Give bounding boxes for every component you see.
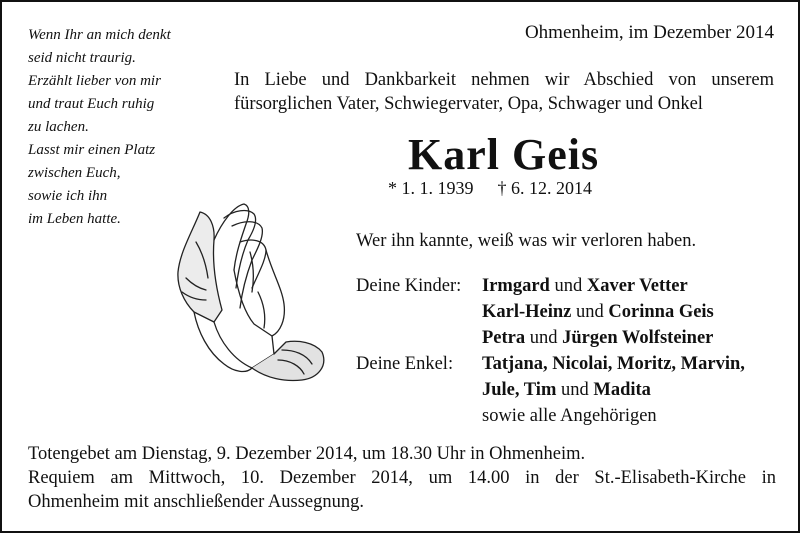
family-row <box>356 299 745 325</box>
quote: Wer ihn kannte, weiß was wir verloren haben. <box>356 231 697 251</box>
family-row <box>356 351 745 377</box>
death-date: † 6. 12. 2014 <box>497 178 592 198</box>
life-dates <box>388 178 592 199</box>
relatives-text: sowie alle Angehörigen <box>482 406 657 426</box>
family-row <box>356 377 745 403</box>
poem-line: Erzählt lieber von mir <box>28 73 161 89</box>
poem-line: im Leben hatte. <box>28 211 121 227</box>
grandchildren-names: Tatjana, Nicolai, Moritz, Marvin, <box>482 354 745 374</box>
poem-line: und traut Euch ruhig <box>28 96 155 112</box>
intro-text <box>234 68 774 116</box>
poem-line: zu lachen. <box>28 119 89 135</box>
service-line: Totengebet am Dienstag, 9. Dezember 2014, um 18.30 Uhr in Ohmenheim. <box>28 444 586 464</box>
service-line: Requiem am Mittwoch, 10. Dezember 2014, um 14.00 in der St.-Elisabeth-Kirche in <box>28 468 776 488</box>
poem-line: Lasst mir einen Platz <box>28 142 156 158</box>
place-date: Ohmenheim, im Dezember 2014 <box>524 22 774 43</box>
poem <box>28 24 171 231</box>
children-label: Deine Kinder: <box>356 276 462 296</box>
poem-line: sowie ich ihn <box>28 188 108 204</box>
praying-hands-icon <box>162 192 340 392</box>
family-row <box>356 325 745 351</box>
service-info <box>28 442 776 514</box>
children-names: Irmgard und Xaver Vetter <box>482 276 688 296</box>
poem-line: Wenn Ihr an mich denkt <box>28 27 171 43</box>
deceased-name: Karl Geis <box>408 130 600 179</box>
grandchildren-names: Jule, Tim und Madita <box>482 380 651 400</box>
intro-line: fürsorglichen Vater, Schwiegervater, Opa, Schwager und Onkel <box>234 94 703 114</box>
family-row <box>356 273 745 299</box>
children-names: Petra und Jürgen Wolfsteiner <box>482 328 714 348</box>
intro-line: In Liebe und Dankbarkeit nehmen wir Abschied von unserem <box>234 70 774 90</box>
poem-line: seid nicht traurig. <box>28 50 136 66</box>
family-row <box>356 403 745 429</box>
poem-line: zwischen Euch, <box>28 165 121 181</box>
children-names: Karl-Heinz und Corinna Geis <box>482 302 714 322</box>
grandchildren-label: Deine Enkel: <box>356 354 454 374</box>
service-line: Ohmenheim mit anschließender Aussegnung. <box>28 492 365 512</box>
family-list <box>356 273 745 429</box>
birth-date: * 1. 1. 1939 <box>388 178 474 198</box>
